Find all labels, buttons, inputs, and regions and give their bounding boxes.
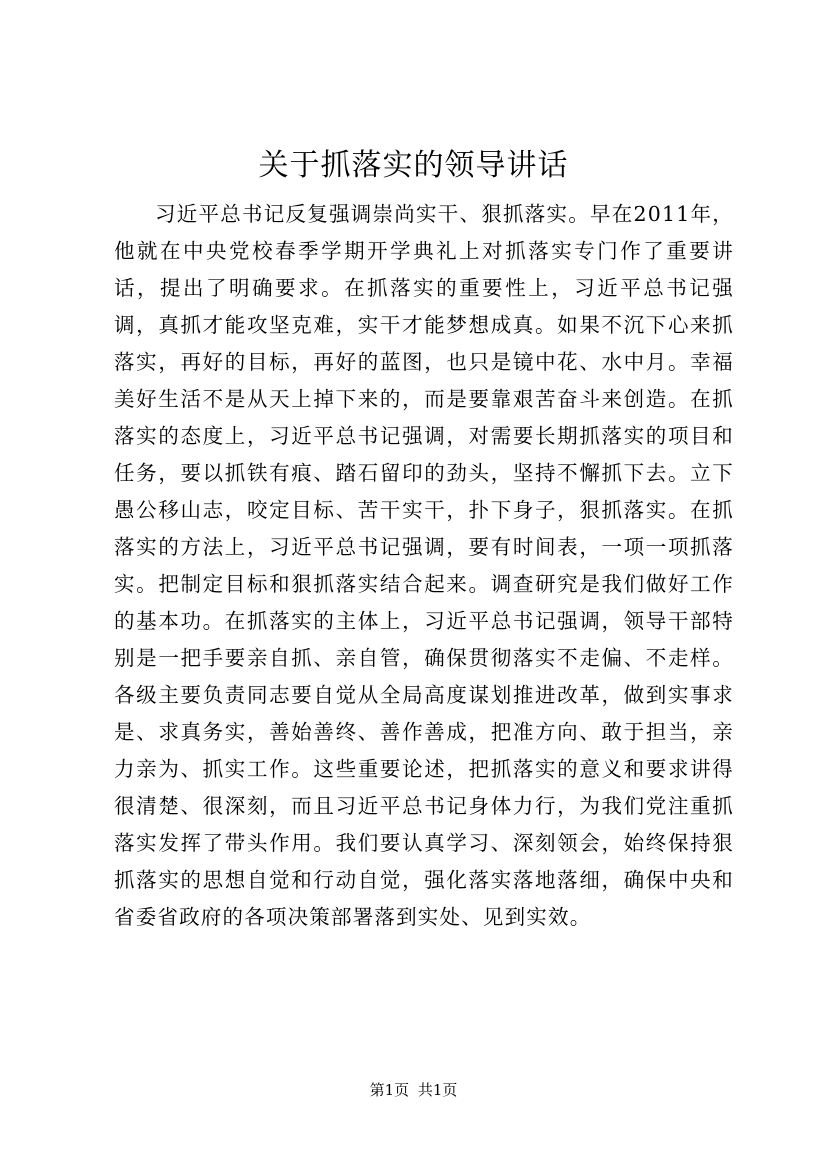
- document-title: 关于抓落实的领导讲话: [258, 148, 569, 183]
- page-total: 共1页: [417, 1081, 458, 1099]
- document-body: 习近平总书记反复强调崇尚实干、狠抓落实。早在2011年，他就在中央党校春季学期开学典礼上对抓落实专门作了重要讲话，提出了明确要求。在抓落实的重要性上，习近平总书记强调，真抓才能攻坚克难，实干才能梦想成真。如果不沉下心来抓落实，再好的目标，再好的蓝图，也只是镜中花、水中月。幸福美好生活不是从天上掉下来的，而是要靠艰苦奋斗来创造。在抓落实的态度上，习近平总书记强调，对需要长期抓落实的项目和任务，要以抓铁有痕、踏石留印的劲头，坚持不懈抓下去。立下愚公移山志，咬定目标、苦干实干，扑下身子，狠抓落实。在抓落实的方法上，习近平总书记强调，要有时间表，一项一项抓落实。把制定目标和狠抓落实结合起来。调查研究是我们做好工作的基本功。在抓落实的主体上，习近平总书记强调，领导干部特别是一把手要亲自抓、亲自管，确保贯彻落实不走偏、不走样。各级主要负责同志要自觉从全局高度谋划推进改革，做到实事求是、求真务实，善始善终、善作善成，把准方向、敢于担当，亲力亲为、抓实工作。这些重要论述，把抓落实的意义和要求讲得很清楚、很深刻，而且习近平总书记身体力行，为我们党注重抓落实发挥了带头作用。我们要认真学习、深刻领会，始终保持狠抓落实的思想自觉和行动自觉，强化落实落地落细，确保中央和省委省政府的各项决策部署落到实处、见到实效。: [114, 202, 734, 929]
- page-footer: [0, 1080, 827, 1100]
- page-number: 第1页: [369, 1081, 410, 1099]
